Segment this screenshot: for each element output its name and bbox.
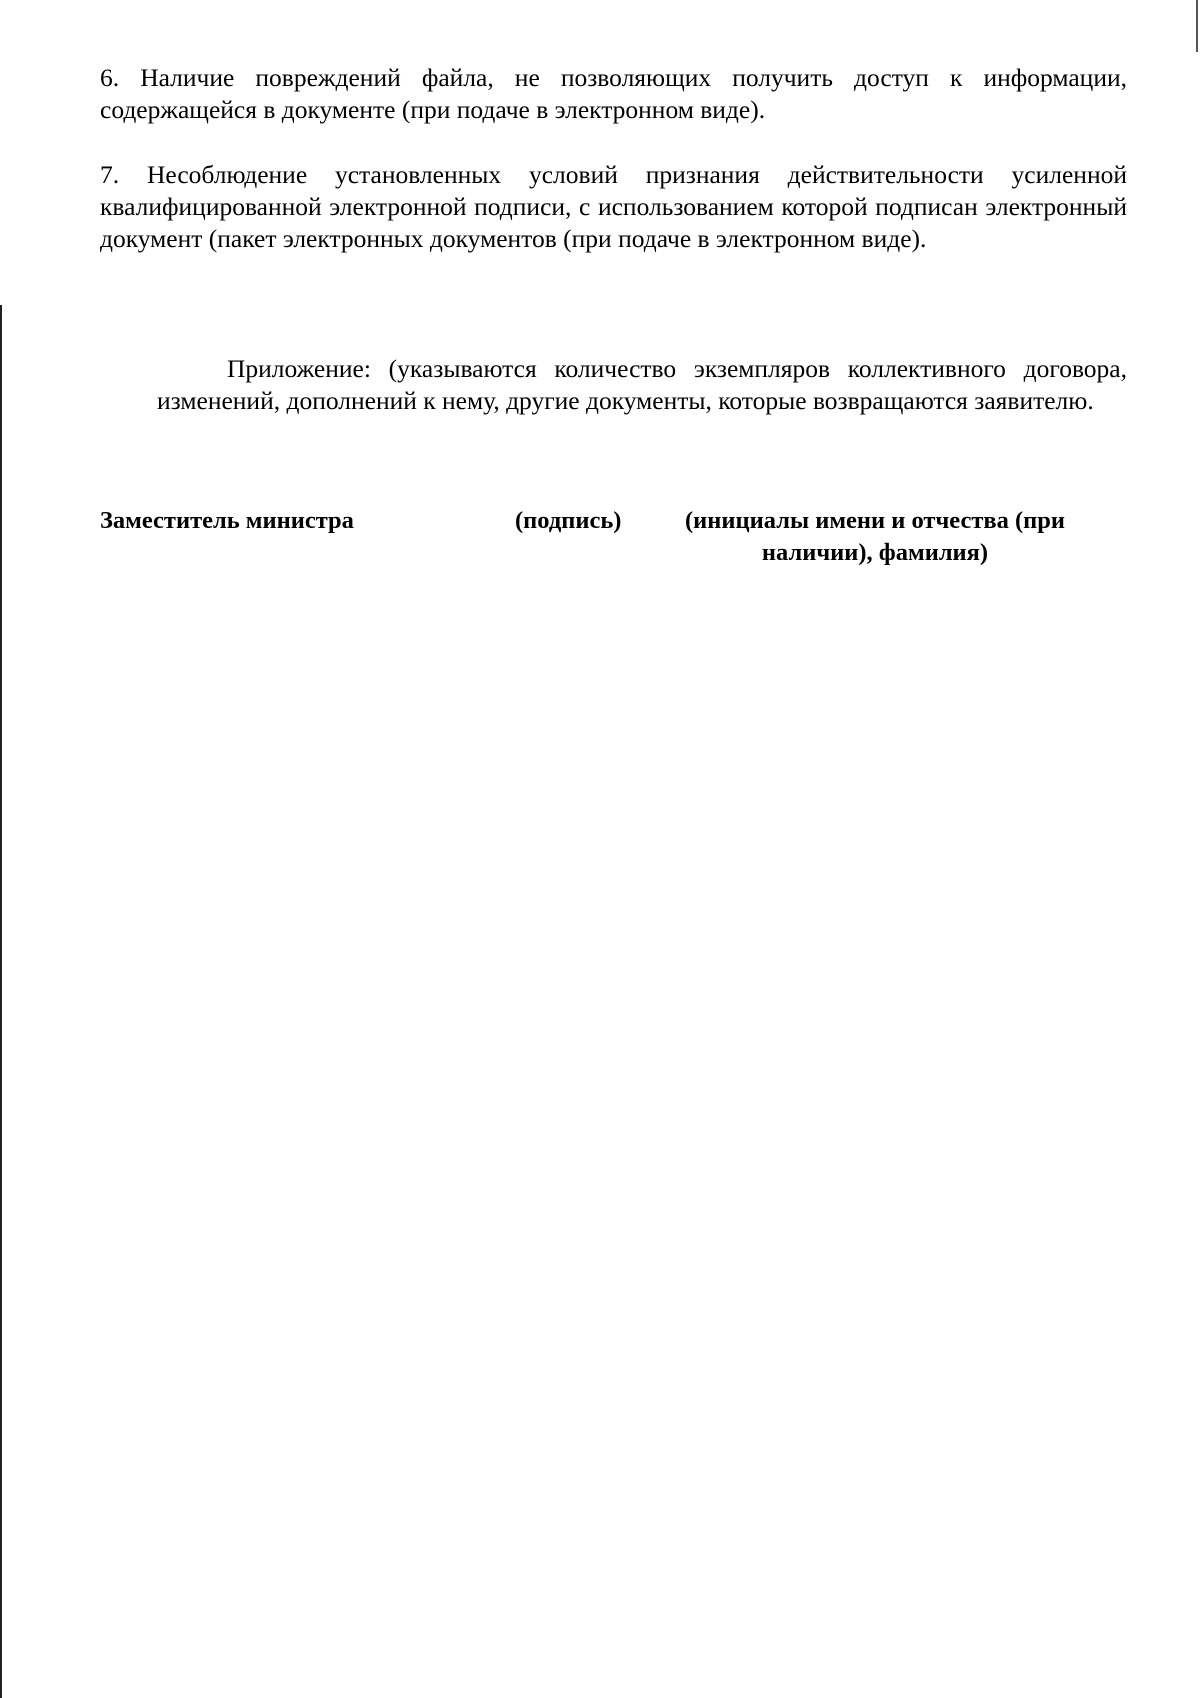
signer-role: Заместитель министра [100, 507, 354, 534]
appendix-note: Приложение: (указываются количество экземпляров коллективного договора, изменений, дополнений к нему, другие документы, которые возвращаются заявителю. [157, 354, 1127, 415]
signer-name-placeholder: (инициалы имени и отчества (при наличии), фамилия) [685, 507, 1065, 566]
scan-edge-right [1196, 0, 1198, 52]
signature-block [100, 505, 1150, 575]
paragraph-item-6: 6. Наличие повреждений файла, не позволяющих получить доступ к информации, содержащейся в документе (при подаче в электронном виде). [100, 63, 1127, 124]
signature-placeholder: (подпись) [515, 507, 622, 534]
paragraph-item-7: 7. Несоблюдение установленных условий признания действительности усиленной квалифицированной электронной подписи, с использованием которой подписан электронный документ (пакет электронных документов (при подаче в электронном виде). [100, 160, 1127, 253]
scan-edge-left [0, 305, 2, 1698]
